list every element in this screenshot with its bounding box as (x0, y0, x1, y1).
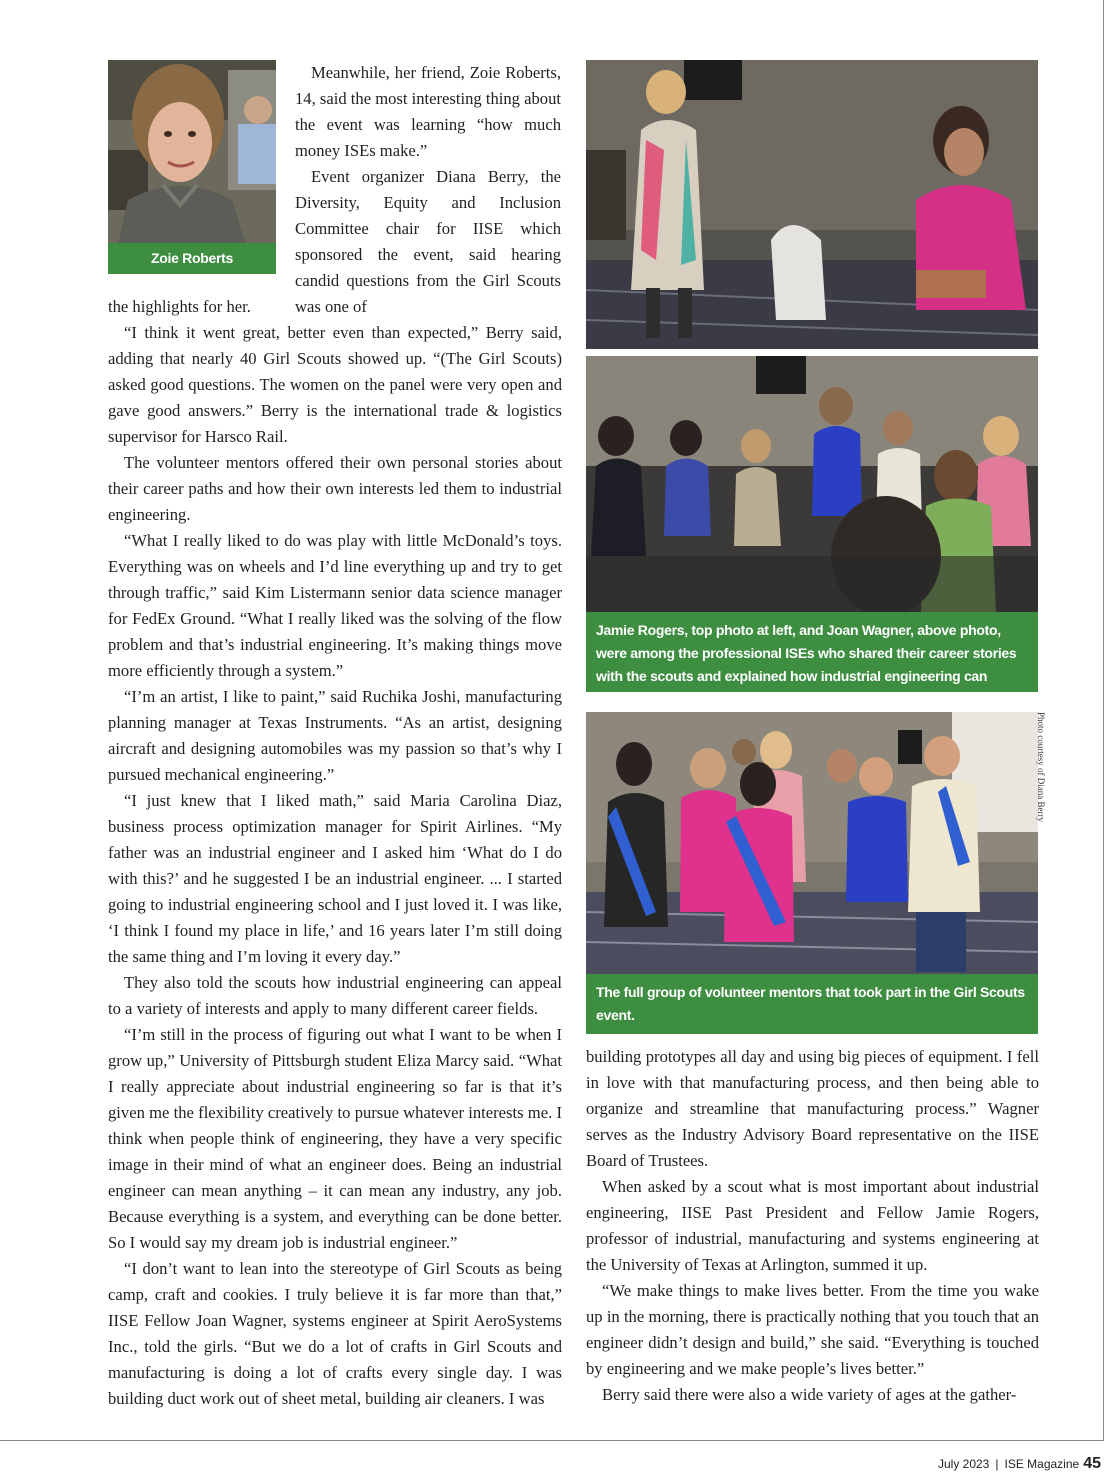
photo-credit: Photo courtesy of Diana Berry (1036, 712, 1046, 822)
paragraph: “I think it went great, better even than expected,” Berry said, adding that nearly 40 Girl Scouts showed up. “(The Girl Scouts) asked good questions. The women on the panel were very open and gave good answers.” Berry is the international trade & logistics supervisor for Harsco Rail. (108, 323, 562, 446)
paragraph: When asked by a scout what is most important about industrial engineering, IISE Past President and Fellow Jamie Rogers, professor of industrial, manufacturing and systems engineering at the University of Texas at Arlington, summed it up. (586, 1177, 1039, 1274)
footer-rule (0, 1440, 1104, 1441)
footer-issue: July 2023 (937, 1457, 990, 1471)
page-footer (938, 1455, 1101, 1473)
zoie-photo-caption: Zoie Roberts (108, 243, 276, 274)
panel-photos-caption: Jamie Rogers, top photo at left, and Joan Wagner, above photo, were among the professional ISEs who shared their career stories with the scouts and explained how industrial engineering can improve lives. (586, 612, 1038, 692)
panel-speakers-photo (586, 60, 1038, 349)
page-edge-rule (1103, 0, 1104, 1440)
footer-magazine: ISE Magazine (1004, 1457, 1080, 1471)
page-number: 45 (1083, 1455, 1101, 1472)
paragraph: They also told the scouts how industrial engineering can appeal to a variety of interests and apply to many different career fields. (108, 973, 562, 1018)
paragraph: “I’m an artist, I like to paint,” said Ruchika Joshi, manufacturing planning manager at Texas Instruments. “As an artist, designing aircraft and designing automobiles was my passion so that’s why I pursued mechanical engineering.” (108, 687, 562, 784)
paragraph: “I don’t want to lean into the stereotype of Girl Scouts as being camp, craft and cookies. I truly believe it is far more than that,” IISE Fellow Joan Wagner, systems engineer at Spirit AeroSystems Inc., told the girls. “But we do a lot of crafts in Girl Scouts and manufacturing is doing a lot of crafts every single day. I was building duct work out of sheet metal, building air cleaners. I was (108, 1259, 562, 1408)
paragraph: The volunteer mentors offered their own personal stories about their career paths and how their own interests led them to industrial engineering. (108, 453, 562, 524)
paragraph: “I just knew that I liked math,” said Maria Carolina Diaz, business process optimization manager for Spirit Airlines. “My father was an industrial engineer and I asked him ‘What do I do with this?’ and he suggested I be an industrial engineer. ... I started going to industrial engineering school and I just loved it. I was like, ‘I think I found my place in life,’ and 16 years later I’m still doing the same thing and I’m loving it every day.” (108, 791, 562, 966)
left-column-text (108, 294, 562, 1412)
lead-text (295, 60, 561, 320)
paragraph: “We make things to make lives better. From the time you wake up in the morning, there is practically nothing that you touch that an engineer didn’t design and build,” she said. “Everything is touched by engineering and we make people’s lives better.” (586, 1281, 1039, 1378)
paragraph: the highlights for her. (108, 297, 251, 316)
paragraph: Berry said there were also a wide variety of ages at the gather- (602, 1385, 1017, 1404)
zoie-roberts-photo (108, 60, 276, 244)
paragraph: building prototypes all day and using big pieces of equipment. I fell in love with that manufacturing process, and then being able to organize and streamline that manufacturing process.” Wagner serves as the Industry Advisory Board representative on the IISE Board of Trustees. (586, 1047, 1039, 1170)
panel-audience-photo (586, 356, 1038, 612)
footer-separator: | (995, 1457, 999, 1471)
right-column-text (586, 1044, 1039, 1408)
mentors-group-photo (586, 712, 1038, 974)
paragraph: “I’m still in the process of figuring out what I want to be when I grow up,” University of Pittsburgh student Eliza Marcy said. “What I really appreciate about industrial engineering so far is that it’s given me the flexibility creatively to pursue whatever interests me. I think when people think of engineering, they have a very specific image in their mind of what an engineer does. Being an industrial engineer can mean anything – it can mean any industry, any job. Because everything is a system, and everything can be done better. So I would say my dream job is industrial engineer.” (108, 1025, 562, 1252)
paragraph: Meanwhile, her friend, Zoie Roberts, 14, said the most interesting thing about the event was learning “how much money ISEs make.” (295, 63, 561, 160)
paragraph: “What I really liked to do was play with little McDonald’s toys. Everything was on wheels and I’d line everything up and try to get through traffic,” said Kim Listermann senior data science manager for FedEx Ground. “What I really liked was the solving of the flow problem and that’s industrial engineering. It’s making things move more efficiently through a system.” (108, 531, 562, 680)
paragraph: Event organizer Diana Berry, the Diversity, Equity and Inclusion Committee chair for IISE which sponsored the event, said hearing candid questions from the Girl Scouts was one of (295, 167, 561, 316)
mentors-photo-caption: The full group of volunteer mentors that took part in the Girl Scouts event. (586, 974, 1038, 1034)
